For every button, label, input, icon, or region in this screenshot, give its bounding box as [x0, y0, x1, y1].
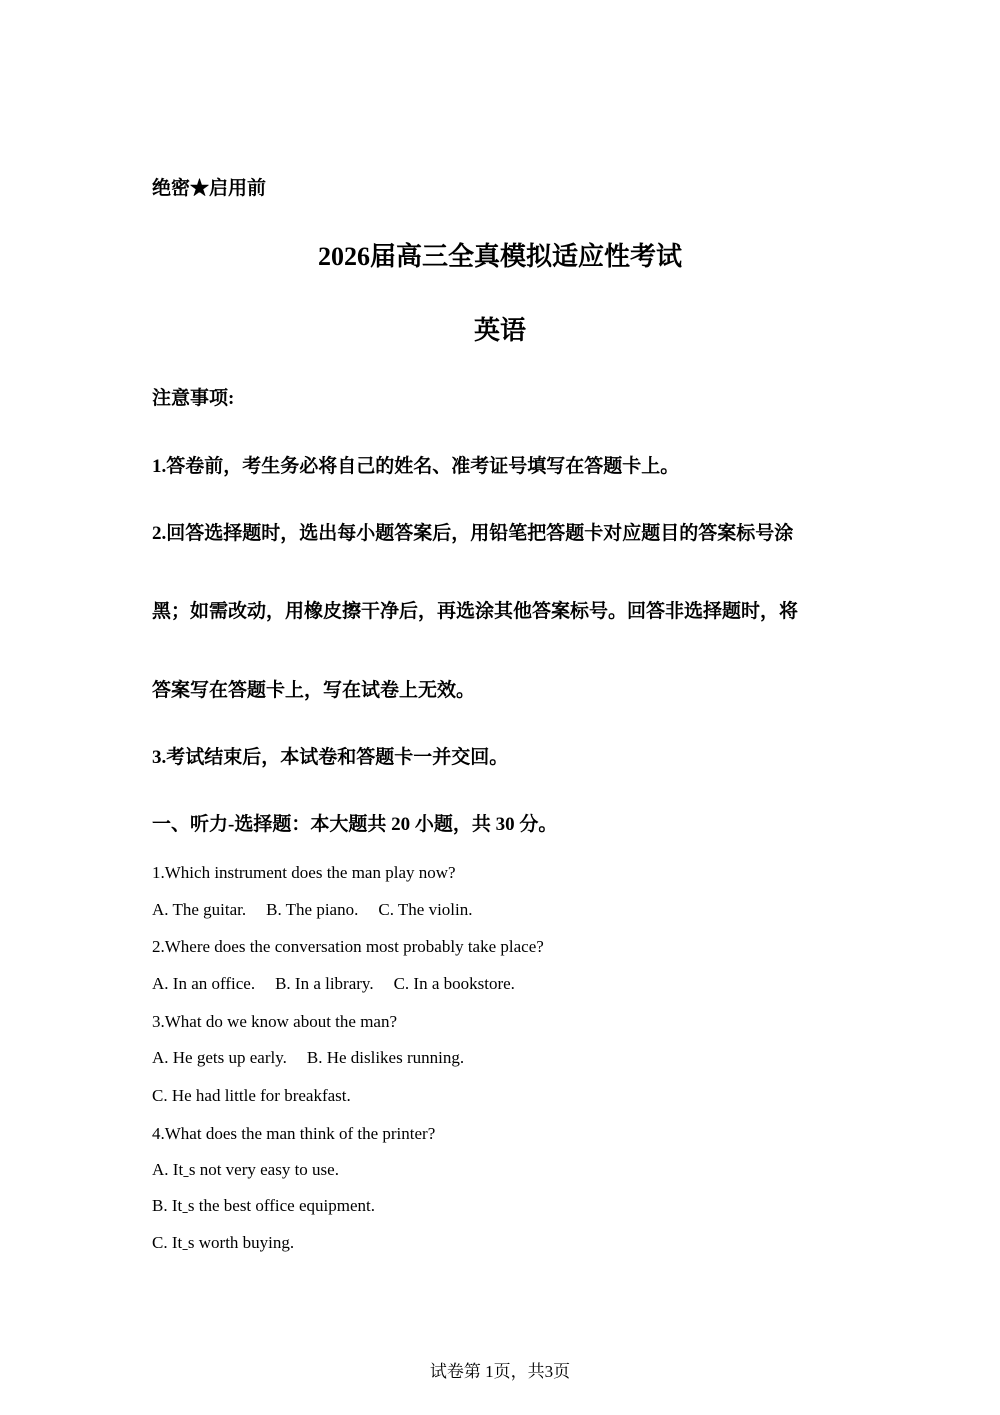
section-heading-listening: 一、听力-选择题：本大题共 20 小题，共 30 分。 [152, 814, 558, 835]
option-b: B. The piano. [266, 900, 359, 919]
question-2-stem: 2.Where does the conversation most probably take place? [152, 937, 544, 956]
option-c: C. The violin. [378, 900, 473, 919]
option-b: B. He dislikes running. [306, 1048, 465, 1067]
question-3-options [152, 1048, 464, 1068]
option-c: C. In a bookstore. [393, 974, 515, 993]
question-1-options [152, 900, 473, 920]
question-4-option-c: C. Itˍs worth buying. [152, 1233, 295, 1252]
notice-item-2-line-2: 黑；如需改动，用橡皮擦干净后，再选涂其他答案标号。回答非选择题时，将 [152, 601, 799, 622]
notice-item-3: 3.考试结束后，本试卷和答题卡一并交回。 [152, 747, 509, 768]
option-a: A. He gets up early. [152, 1048, 287, 1067]
question-4-stem: 4.What does the man think of the printer? [152, 1124, 436, 1143]
option-b: B. In a library. [275, 974, 374, 993]
notice-item-2-line-3: 答案写在答题卡上，写在试卷上无效。 [152, 680, 476, 701]
subject-title: 英语 [473, 316, 526, 345]
notice-item-2-line-1: 2.回答选择题时，选出每小题答案后，用铅笔把答题卡对应题目的答案标号涂 [152, 523, 794, 544]
question-3-stem: 3.What do we know about the man? [152, 1012, 398, 1031]
question-3-option-c: C. He had little for breakfast. [152, 1086, 351, 1105]
option-a: A. The guitar. [152, 900, 247, 919]
notice-item-1: 1.答卷前，考生务必将自己的姓名、准考证号填写在答题卡上。 [152, 456, 680, 477]
option-a: A. In an office. [152, 974, 256, 993]
confidential-label: 绝密★启用前 [152, 178, 267, 199]
question-2-options [152, 974, 515, 994]
question-4-option-a: A. Itˍs not very easy to use. [152, 1160, 339, 1179]
notice-heading: 注意事项: [152, 388, 235, 409]
page-footer: 试卷第 1页，共3页 [429, 1362, 571, 1381]
question-4-option-b: B. Itˍs the best office equipment. [152, 1196, 375, 1215]
exam-title: 2026届高三全真模拟适应性考试 [317, 242, 682, 271]
question-1-stem: 1.Which instrument does the man play now? [152, 863, 456, 882]
